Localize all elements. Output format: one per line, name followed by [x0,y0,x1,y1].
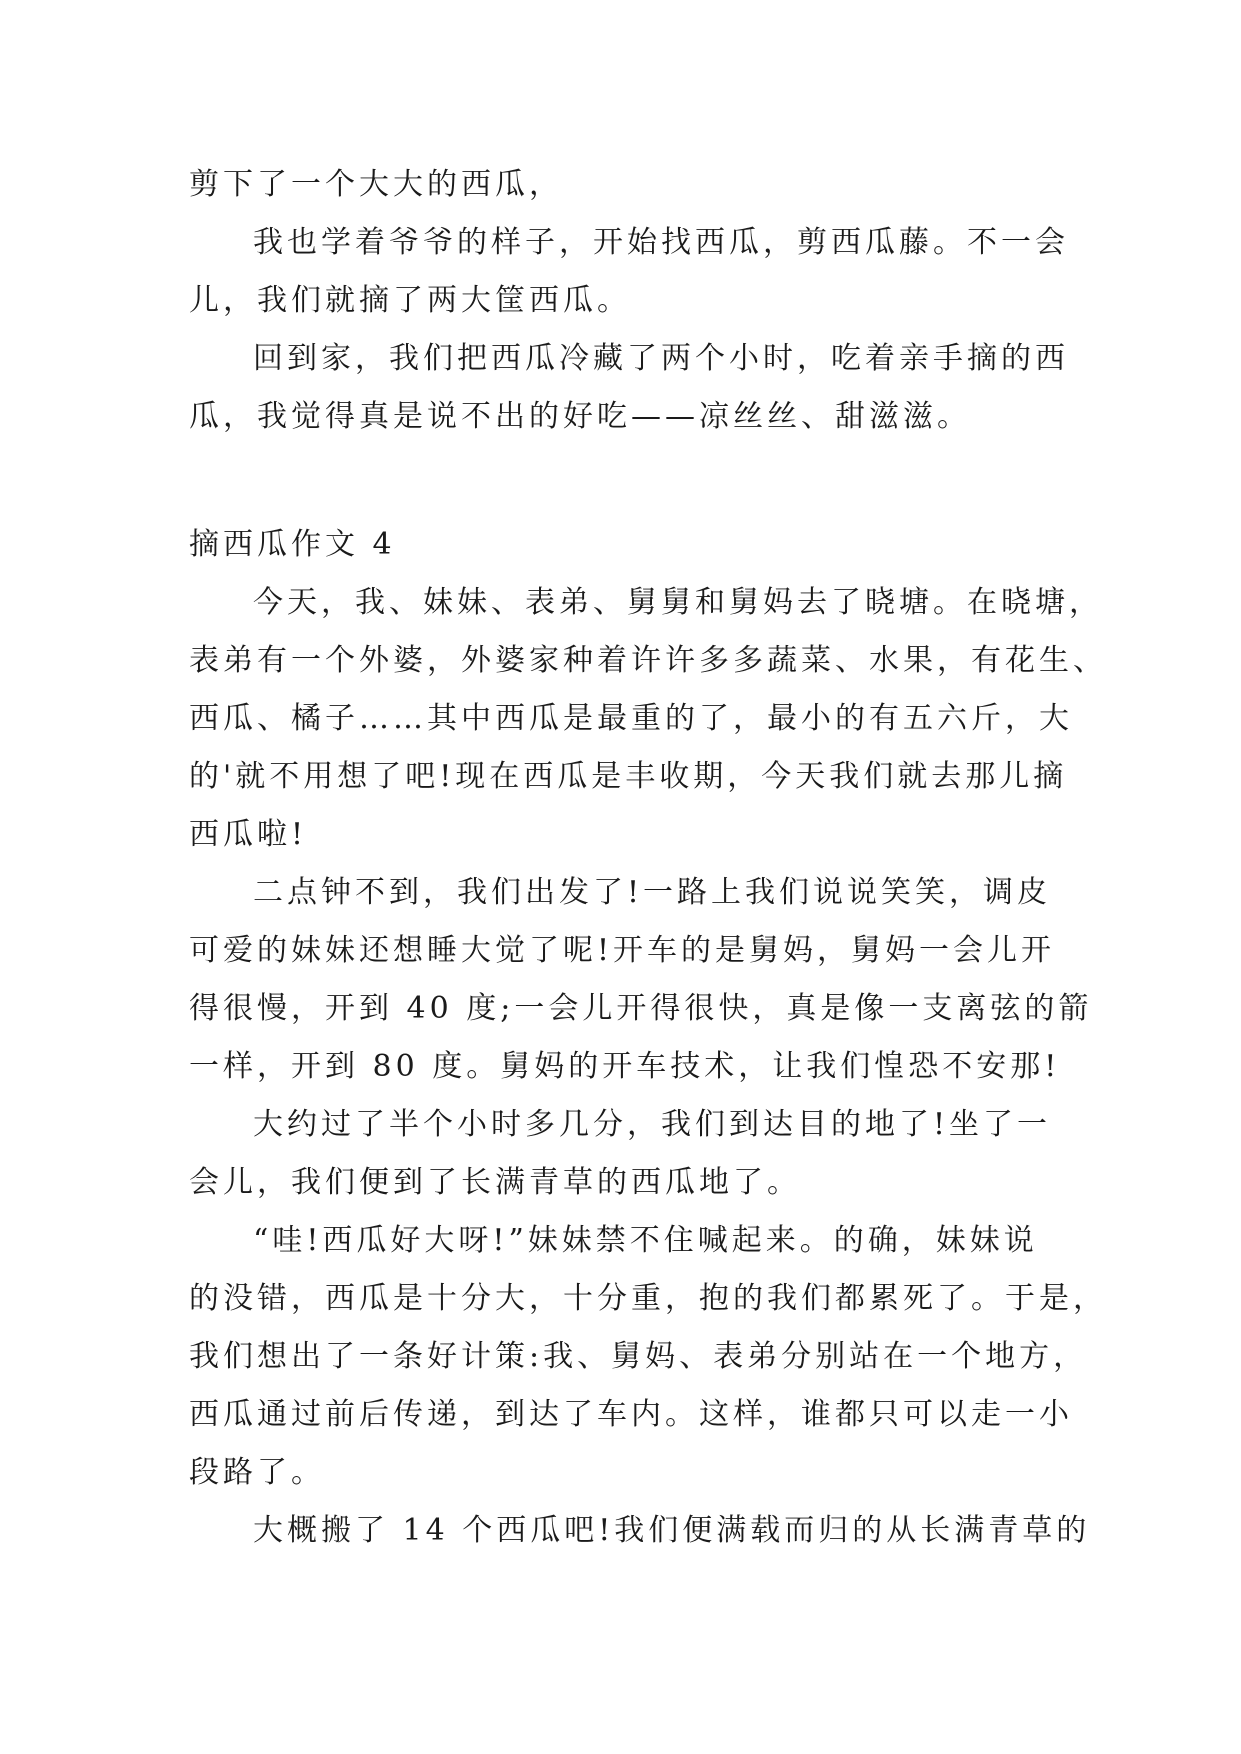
text-line: 表弟有一个外婆，外婆家种着许许多多蔬菜、水果，有花生、 [189,643,1107,678]
text-line: 二点钟不到，我们出发了!一路上我们说说笑笑，调皮 [253,875,1052,910]
text-line: 我们想出了一条好计策:我、舅妈、表弟分别站在一个地方， [189,1339,1088,1374]
paragraph-block-previous [189,156,1069,446]
text-line: 剪下了一个大大的西瓜， [189,167,563,202]
text-line: 的没错，西瓜是十分大，十分重，抱的我们都累死了。于是， [189,1281,1107,1316]
text-line: 段路了。 [189,1455,325,1490]
text-line: 的'就不用想了吧!现在西瓜是丰收期，今天我们就去那儿摘 [189,759,1068,794]
text-line: 西瓜啦! [189,817,308,852]
text-line: 我也学着爷爷的样子，开始找西瓜，剪西瓜藤。不一会 [253,225,1069,260]
text-line: 一样，开到 80 度。舅妈的开车技术，让我们惶恐不安那! [189,1049,1061,1084]
document-body [189,156,1107,1560]
text-line: 今天，我、妹妹、表弟、舅舅和舅妈去了晓塘。在晓塘， [253,585,1103,620]
text-line: 儿，我们就摘了两大筐西瓜。 [189,283,631,318]
text-line: 回到家，我们把西瓜冷藏了两个小时，吃着亲手摘的西 [253,341,1069,376]
text-line: 大约过了半个小时多几分，我们到达目的地了!坐了一 [253,1107,1052,1142]
text-line: 会儿，我们便到了长满青草的西瓜地了。 [189,1165,801,1200]
text-line: 西瓜通过前后传递，到达了车内。这样，谁都只可以走一小 [189,1397,1073,1432]
section-title: 摘西瓜作文 4 [189,527,396,562]
text-line: 西瓜、橘子……其中西瓜是最重的了，最小的有五六斤，大 [189,701,1073,736]
section-gap [189,446,1051,516]
text-line: 大概搬了 14 个西瓜吧!我们便满载而归的从长满青草的 [253,1513,1091,1548]
text-line: 瓜，我觉得真是说不出的好吃——凉丝丝、甜滋滋。 [189,399,971,434]
text-line: “哇!西瓜好大呀!”妹妹禁不住喊起来。的确，妹妹说 [253,1223,1038,1258]
text-line: 得很慢，开到 40 度;一会儿开得很快，真是像一支离弦的箭 [189,991,1093,1026]
text-line: 可爱的妹妹还想睡大觉了呢!开车的是舅妈，舅妈一会儿开 [189,933,1056,968]
paragraph-block-essay-4 [189,574,1107,1560]
